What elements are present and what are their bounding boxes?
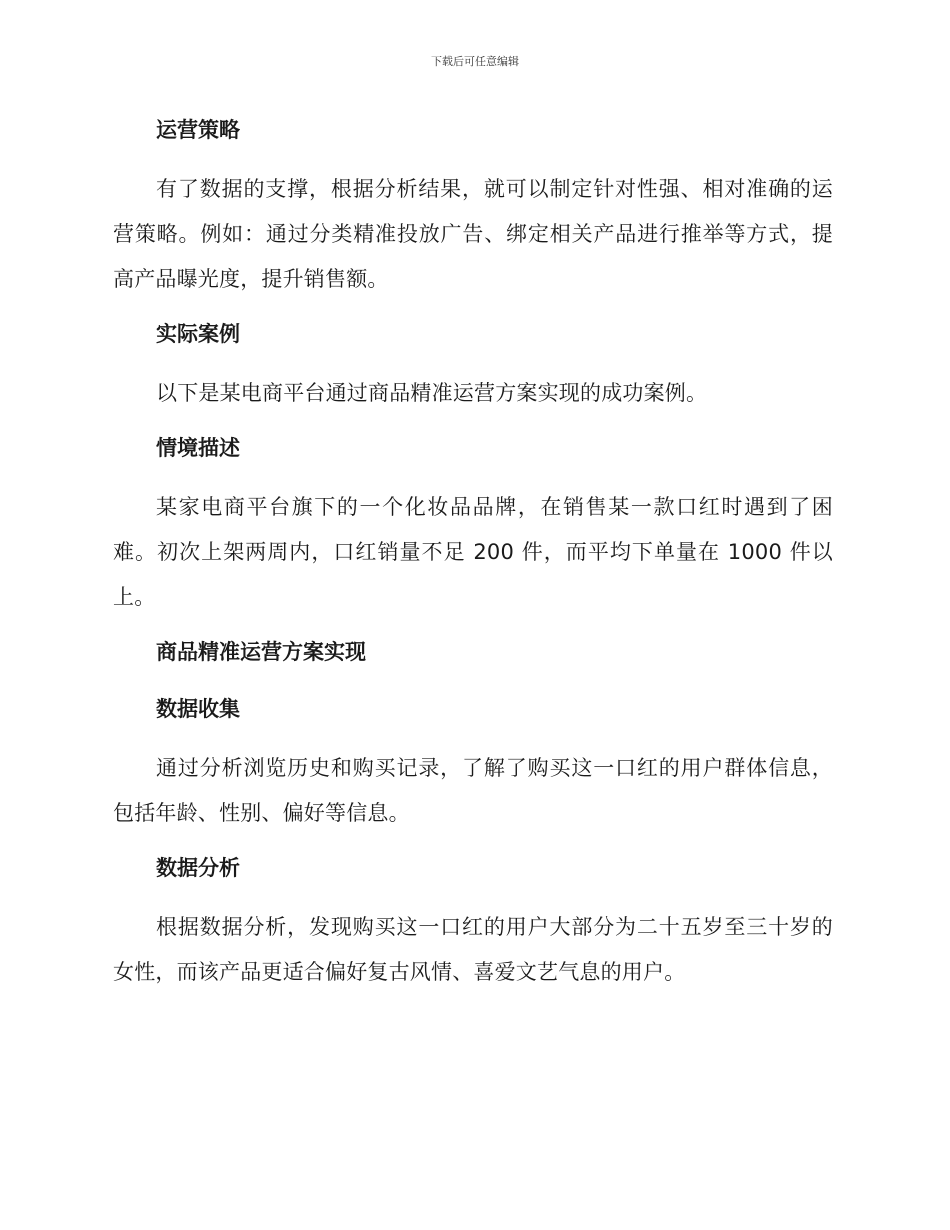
document-body xyxy=(113,110,833,1007)
paragraph-data-collection: 通过分析浏览历史和购买记录，了解了购买这一口红的用户群体信息，包括年龄、性别、偏好等信息。 xyxy=(113,756,833,825)
section-heading-operation-strategy: 运营策略 xyxy=(156,118,240,142)
section-heading-case-study: 实际案例 xyxy=(156,322,240,346)
section-heading-data-analysis: 数据分析 xyxy=(156,856,240,880)
section-heading-scenario: 情境描述 xyxy=(156,436,240,460)
header-note: 下载后可任意编辑 xyxy=(431,55,519,68)
section-heading-plan: 商品精准运营方案实现 xyxy=(156,640,366,664)
paragraph-case-intro: 以下是某电商平台通过商品精准运营方案实现的成功案例。 xyxy=(156,381,708,405)
paragraph-operation-strategy: 有了数据的支撑，根据分析结果，就可以制定针对性强、相对准确的运营策略。例如：通过分类精准投放广告、绑定相关产品进行推举等方式，提高产品曝光度，提升销售额。 xyxy=(113,177,833,291)
paragraph-scenario: 某家电商平台旗下的一个化妆品品牌，在销售某一款口红时遇到了困难。初次上架两周内，口红销量不足 200 件，而平均下单量在 1000 件以上。 xyxy=(113,495,833,609)
paragraph-data-analysis: 根据数据分析，发现购买这一口红的用户大部分为二十五岁至三十岁的女性，而该产品更适合偏好复古风情、喜爱文艺气息的用户。 xyxy=(113,915,833,984)
section-heading-data-collection: 数据收集 xyxy=(156,697,240,721)
